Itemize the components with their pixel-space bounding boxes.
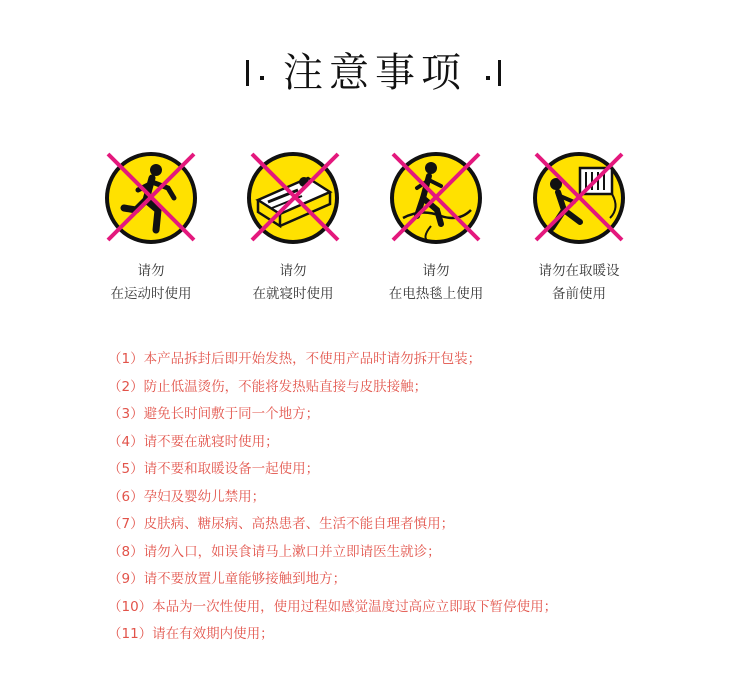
caption-line: 在电热毯上使用 [388, 286, 484, 302]
precautions-list [108, 346, 708, 649]
list-item: （2）防止低温烫伤，不能将发热贴直接与皮肤接触； [108, 378, 428, 395]
page-title: 注意事项 [283, 50, 467, 96]
title-right-dot [486, 76, 490, 80]
icon-caption-running [76, 260, 226, 306]
list-item: （6）孕妇及婴幼儿禁用； [108, 488, 266, 505]
title-right-bar [498, 60, 501, 86]
list-item: （9）请不要放置儿童能够接触到地方； [108, 571, 347, 587]
caption-line: 在运动时使用 [110, 286, 192, 302]
caption-line: 在就寝时使用 [252, 286, 334, 302]
list-item: （3）避免长时间敷于同一个地方； [108, 406, 320, 422]
icon-caption-blanket [361, 260, 511, 306]
caption-line: 请勿 [422, 263, 450, 279]
running-figure-icon [96, 148, 206, 248]
electric-blanket-icon [381, 148, 491, 248]
list-item: （5）请不要和取暖设备一起使用； [108, 461, 320, 477]
icon-caption-heater [504, 260, 654, 306]
bed-icon [238, 148, 348, 248]
caption-line: 请勿 [279, 263, 307, 279]
caption-line: 请勿在取暖设 [538, 263, 620, 279]
list-item: （11）请在有效期内使用； [108, 626, 274, 642]
list-item: （7）皮肤病、糖尿病、高热患者、生活不能自理者慎用； [108, 516, 455, 532]
list-item: （10）本品为一次性使用，使用过程如感觉温度过高应立即取下暂停使用； [108, 598, 558, 615]
list-item: （1）本产品拆封后即开始发热，不使用产品时请勿拆开包装； [108, 351, 482, 367]
caption-line: 请勿 [137, 263, 165, 279]
list-item: （8）请勿入口，如误食请马上漱口并立即请医生就诊； [108, 543, 441, 560]
heater-icon [524, 148, 634, 248]
caption-line: 备前使用 [552, 286, 606, 302]
title-area [0, 48, 750, 98]
list-item: （4）请不要在就寝时使用； [108, 433, 279, 450]
icon-caption-bed [218, 260, 368, 306]
